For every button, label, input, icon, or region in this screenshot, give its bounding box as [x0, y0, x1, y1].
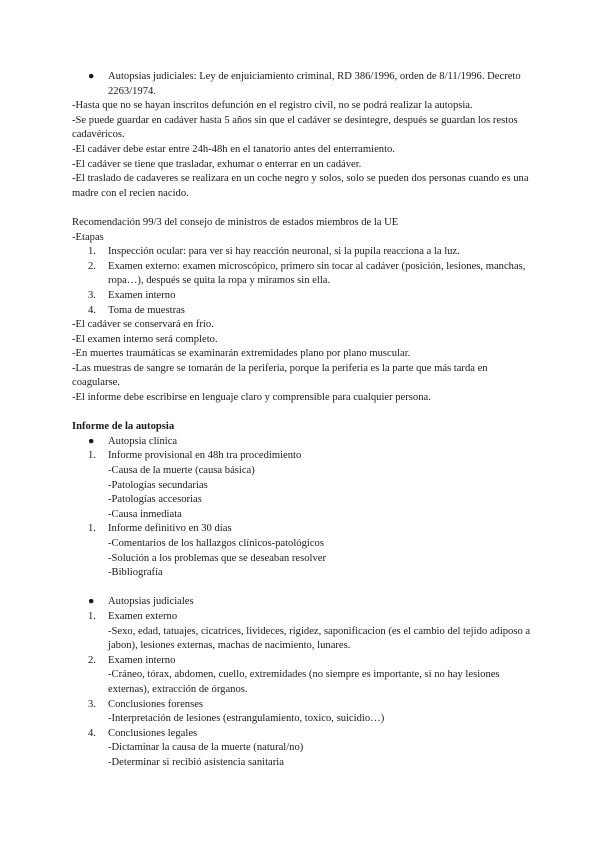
document-page: [72, 70, 532, 771]
bullet-item: ● Autopsias judiciales: [72, 595, 532, 610]
text-line: -El cadáver se conservará en frío.: [72, 319, 214, 331]
sub-line: -Patologías secundarias: [108, 479, 208, 491]
numbered-item: 2. Examen interno: [88, 654, 176, 666]
text-line: -El examen interno será completo.: [72, 333, 218, 345]
section-heading: Informe de la autopsia: [72, 421, 175, 433]
bullet-icon: ●: [88, 596, 95, 608]
sub-line: -Comentarios de los hallazgos clínicos-patológicos: [108, 538, 324, 549]
bullet-item: ● Autopsias judiciales: Ley de enjuiciamiento criminal, RD 386/1996, orden de 8/11/1996. Decreto 2263/1974.: [88, 71, 521, 97]
text-line: -Las muestras de sangre se tomarán de la periferia, porque la periferia es la parte que más tarda en coagularse.: [72, 362, 488, 389]
numbered-item: 4. Toma de muestras: [88, 304, 185, 316]
text-line: -Se puede guardar en cadáver hasta 5 años sin que el cadáver se desintegre, después se guardan los restos cadavéricos.: [72, 114, 518, 141]
numbered-item: 4. Conclusiones legales: [88, 727, 198, 739]
sub-line: -Causa inmediata: [108, 508, 182, 520]
sub-line: -Dictaminar la causa de la muerte (natural/no): [108, 742, 304, 754]
sub-line: -Sexo, edad, tatuajes, cicatrices, livideces, rigidez, saponificacion (es el cambio del tejido adiposo a jabon), lesiones externas, machas de nacimiento, lunares.: [108, 625, 531, 652]
numbered-item: 1. Informe definitivo en 30 días: [88, 523, 232, 535]
text-line: -El traslado de cadaveres se realizara en un coche negro y solos, solo se pueden dos personas cuando es una madre con el recien nacido.: [72, 173, 529, 199]
numbered-item: 3. Conclusiones forenses: [88, 698, 204, 710]
sub-line: -Cráneo, tórax, abdomen, cuello, extremidades (no siempre es importante, si no hay lesiones externas), extracción de órganos.: [108, 669, 500, 695]
numbered-item: 1. Informe provisional en 48h tra procedimiento: [88, 450, 302, 462]
numbered-item: 1. Examen externo: [88, 610, 178, 622]
sub-line: -Bibliografía: [108, 567, 163, 579]
sub-line: -Solución a los problemas que se deseaban resolver: [108, 552, 326, 564]
sub-line: -Patologías accesorias: [108, 494, 202, 506]
text-line: -Hasta que no se hayan inscritos defunción en el registro civil, no se podrá realizar la autopsia.: [72, 100, 473, 112]
numbered-item: 2. Examen externo: examen microscópico, primero sin tocar al cadáver (posición, lesiones, manchas, ropa…), después se quita la ropa y miramos sin ella.: [88, 260, 526, 287]
numbered-item: 3. Examen interno: [88, 289, 176, 301]
text-line: -Etapas: [72, 231, 104, 243]
sub-line: -Causa de la muerte (causa básica): [108, 465, 255, 477]
bullet-item: ● Autopsia clínica: [72, 435, 532, 450]
sub-line: -Interpretación de lesiones (estrangulamiento, toxico, suicidio…): [108, 713, 385, 725]
sub-line: -Determinar si recibió asistencia sanitaria: [108, 756, 284, 768]
section-title: Recomendación 99/3 del consejo de ministros de estados miembros de la UE: [72, 216, 399, 228]
text-line: -En muertes traumáticas se examinarán extremidades plano por plano muscular.: [72, 348, 411, 360]
numbered-item: 1. Inspección ocular: para ver si hay reacción neuronal, si la pupila reacciona a la luz.: [88, 246, 460, 258]
text-line: -El cadáver se tiene que trasladar, exhumar o enterrar en un cadáver.: [72, 158, 362, 170]
bullet-icon: ●: [88, 435, 95, 447]
bullet-icon: ●: [88, 71, 95, 82]
text-line: -El informe debe escribirse en lenguaje claro y comprensible para cualquier persona.: [72, 392, 431, 404]
text-line: -El cadáver debe estar entre 24h-48h en el tanatorio antes del enterramiento.: [72, 143, 395, 155]
